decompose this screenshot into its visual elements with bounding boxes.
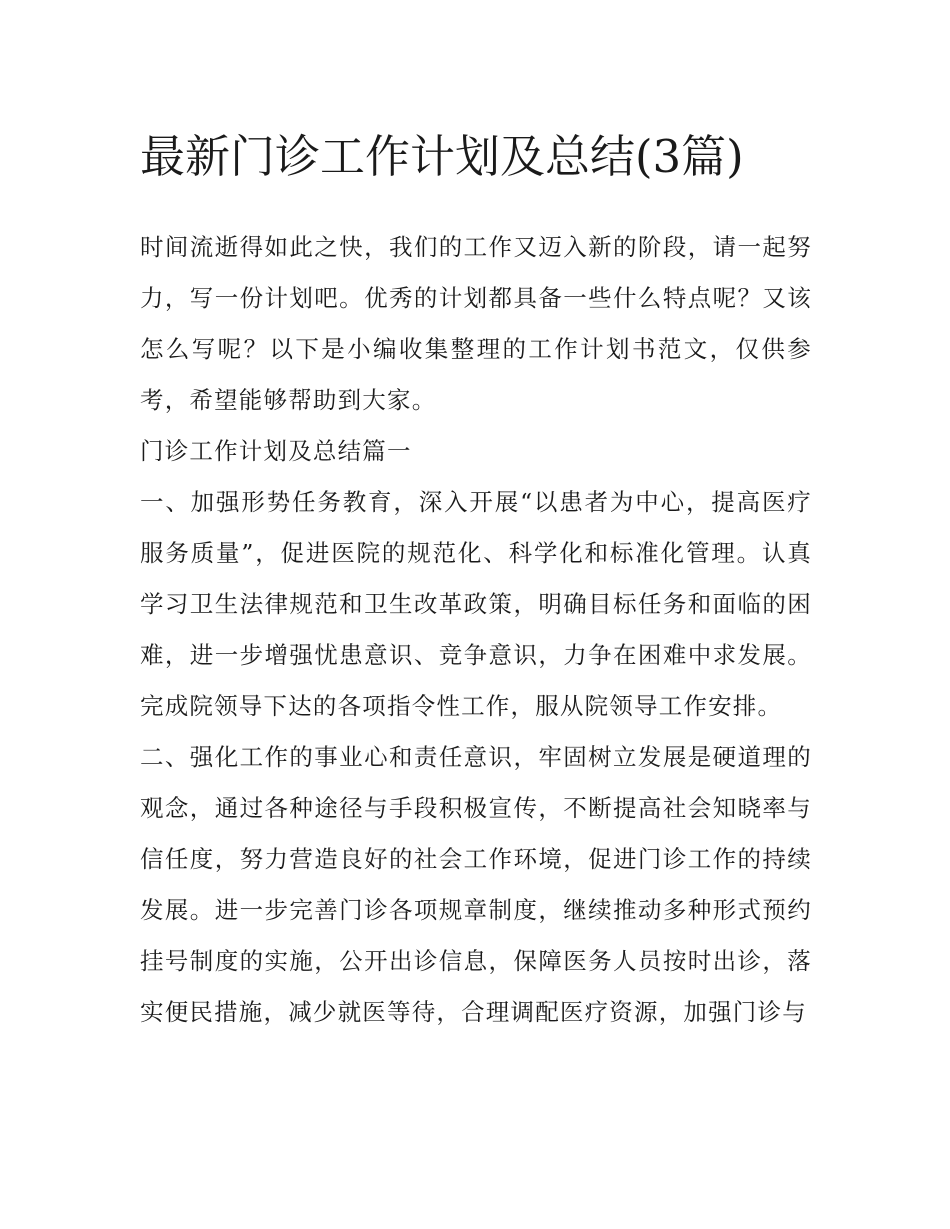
- document-body: [140, 222, 812, 1038]
- document-content: [140, 118, 812, 1038]
- body-paragraph-2: 二、强化工作的事业心和责任意识，牢固树立发展是硬道理的观念，通过各种途径与手段积极宣传，不断提高社会知晓率与信任度，努力营造良好的社会工作环境，促进门诊工作的持续发展。进一步完善门诊各项规章制度，继续推动多种形式预约挂号制度的实施，公开出诊信息，保障医务人员按时出诊，落实便民措施，减少就医等待，合理调配医疗资源，加强门诊与: [140, 743, 812, 1026]
- document-title: 最新门诊工作计划及总结(3篇): [140, 130, 744, 183]
- intro-paragraph: 时间流逝得如此之快，我们的工作又迈入新的阶段，请一起努力，写一份计划吧。优秀的计划都具备一些什么特点呢？又该怎么写呢？以下是小编收集整理的工作计划书范文，仅供参考，希望能够帮助到大家。: [140, 233, 812, 414]
- section-heading: 门诊工作计划及总结篇一: [140, 437, 412, 465]
- body-paragraph-1: 一、加强形势任务教育，深入开展“以患者为中心，提高医疗服务质量”，促进医院的规范化、科学化和标准化管理。认真学习卫生法律规范和卫生改革政策，明确目标任务和面临的困难，进一步增强忧患意识、竞争意识，力争在困难中求发展。完成院领导下达的各项指令性工作，服从院领导工作安排。: [140, 488, 812, 720]
